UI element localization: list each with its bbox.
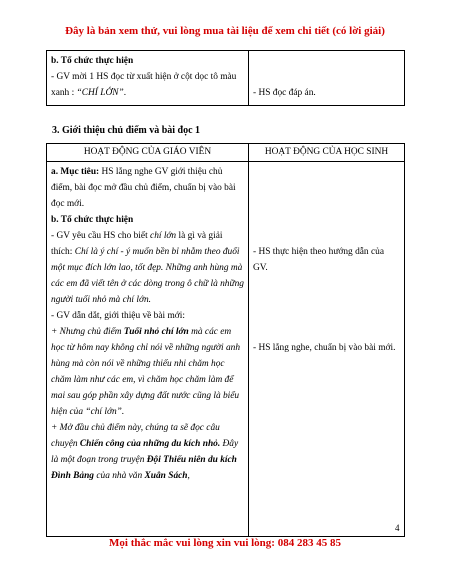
- answer-quote: “CHÍ LỚN”: [76, 88, 124, 98]
- teacher-activities: [47, 162, 249, 537]
- contact-banner: Mọi thắc mắc vui lòng xin vui lòng: 084 283 45 85: [109, 537, 341, 549]
- student-response: - HS đọc đáp án.: [253, 88, 316, 98]
- student-response-1: - HS thực hiện theo hướng dẫn của GV.: [253, 247, 384, 273]
- teacher-step-4: + Mở đầu chủ điểm này, chúng ta sẽ đọc câu chuyện Chiến công của những du kích nhỏ. Đây là một đoạn trong truyện Đội Thiếu niên du kích Đình Bảng của nhà văn Xuân Sách,: [51, 423, 239, 481]
- section-title: 3. Giới thiệu chủ điểm và bài đọc 1: [52, 125, 201, 136]
- cell-heading: b. Tổ chức thực hiện: [51, 56, 134, 66]
- header-teacher: HOẠT ĐỘNG CỦA GIÁO VIÊN: [47, 144, 249, 162]
- student-cell: [249, 51, 405, 106]
- teacher-instruction: - GV mời 1 HS đọc từ xuất hiện ở cột dọc tô màu xanh : “CHÍ LỚN”.: [51, 72, 237, 98]
- teacher-step-1: - GV yêu cầu HS cho biết chí lớn là gì và giải thích: Chí là ý chí - ý muốn bền bỉ nhằm theo đuổi một mục đích lớn lao, tốt đẹp. Những anh hùng mà các em đã viết tên ở các dòng trong ô chữ là những người tuổi nhỏ mà chí lớn.: [51, 231, 244, 305]
- objective: a. Mục tiêu: HS lắng nghe GV giới thiệu chủ điểm, bài đọc mở đầu chủ điểm, chuẩn bị vào bài đọc mới.: [51, 167, 236, 209]
- page-number: 4: [395, 523, 400, 533]
- student-response-2: - HS lắng nghe, chuẩn bị vào bài mới.: [253, 343, 396, 353]
- teacher-step-3: + Nhưng chủ điểm Tuổi nhỏ chí lớn mà các em học từ hôm nay không chỉ nói về những người anh hùng mà còn nói về những thiếu nhi chăm học chăm làm như các em, vì chăm học chăm làm để mai sau góp phần xây dựng đất nước cũng là biểu hiện của “chí lớn”.: [51, 327, 241, 417]
- activity-table-continued: [46, 50, 405, 106]
- teacher-cell: [47, 51, 249, 106]
- preview-banner: Đây là bản xem thử, vui lòng mua tài liệu để xem chi tiết (có lời giải): [65, 25, 385, 37]
- cell-heading: b. Tổ chức thực hiện: [51, 215, 134, 225]
- teacher-step-2: - GV dẫn dắt, giới thiệu về bài mới:: [51, 311, 185, 321]
- activity-table: [46, 143, 405, 537]
- header-student: HOẠT ĐỘNG CỦA HỌC SINH: [249, 144, 405, 162]
- student-activities: [249, 162, 405, 537]
